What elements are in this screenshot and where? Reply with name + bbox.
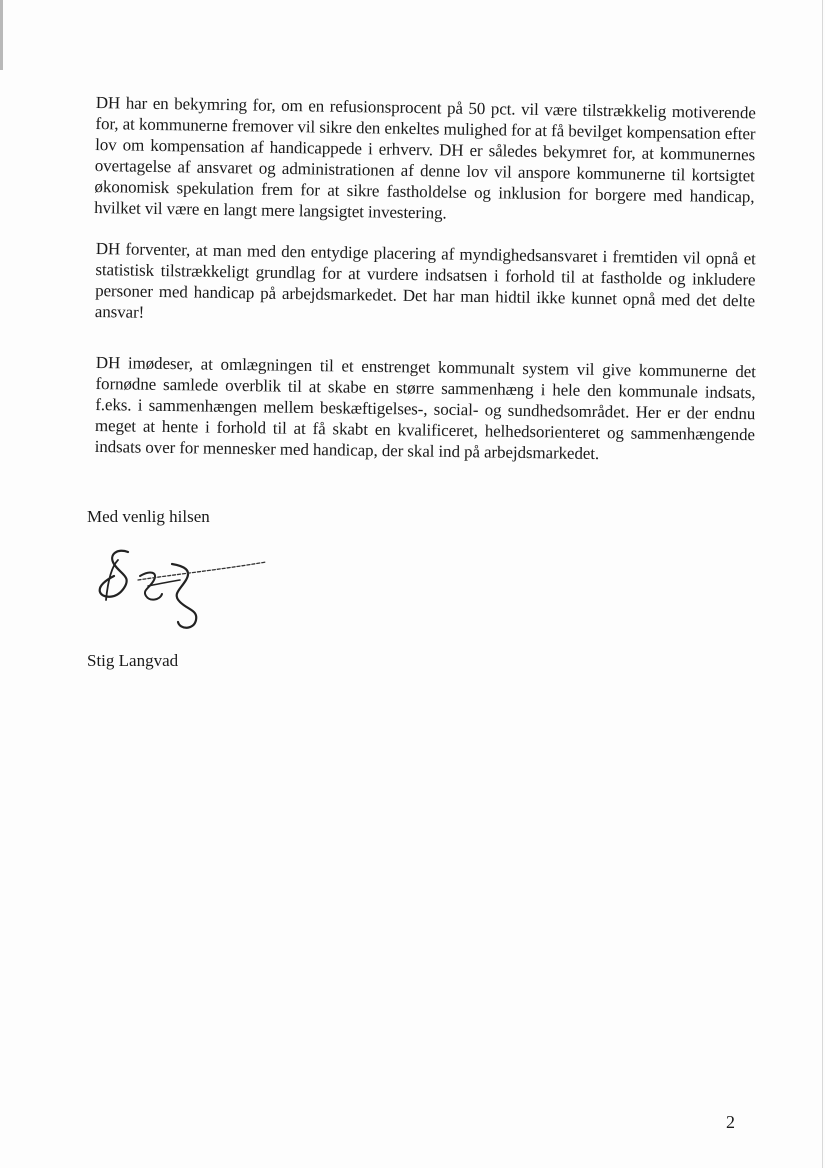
- signer-name: Stig Langvad: [87, 651, 179, 670]
- scan-edge-left: [0, 0, 3, 70]
- scan-edge-right: [822, 0, 823, 1168]
- page-number: 2: [726, 1112, 735, 1132]
- paragraph-coherent-effort: DH imødeser, at omlægningen til et enstrenget kommunalt system vil give kommunerne det fornødne samlede overblik til at skabe en større sammenhæng i hele den kommunale indsats, f.eks. i sammenhængen mellem beskæftigelses-, social- og sundhedsområdet. Her er der endnu meget at hente i forhold til at få skabt en kvalificeret, helhedsorienteret og sammenhængende indsats over for mennesker med handicap, der skal ind på arbejdsmarkedet.: [94, 352, 756, 464]
- closing-salutation: Med venlig hilsen: [87, 507, 210, 526]
- paragraph-statistical-basis: DH forventer, at man med den entydige placering af myndighedsansvaret i fremtiden vil opnå et statistisk tilstrækkeligt grundlag for at vurdere indsatsen i forhold til at fastholde og inkludere personer med handicap på arbejdsmarkedet. Det har man hidtil ikke kunnet opnå med det delte ansvar!: [94, 238, 756, 322]
- signature-icon: [88, 540, 278, 640]
- paragraph-refusion-concern: DH har en bekymring for, om en refusionsprocent på 50 pct. vil være tilstrækkelig motiverende for, at kommunerne fremover vil sikre den enkeltes mulighed for at få bevilget kompensation efter lov om kompensation af handicappede i erhverv. DH er således bekymret for, at kommunernes overtagelse af ansvaret og administrationen af denne lov vil anspore kommunerne til kortsigtet økonomisk spekulation frem for at sikre fastholdelse og inklusion for borgere med handicap, hvilket vil være en langt mere langsigtet investering.: [94, 92, 756, 223]
